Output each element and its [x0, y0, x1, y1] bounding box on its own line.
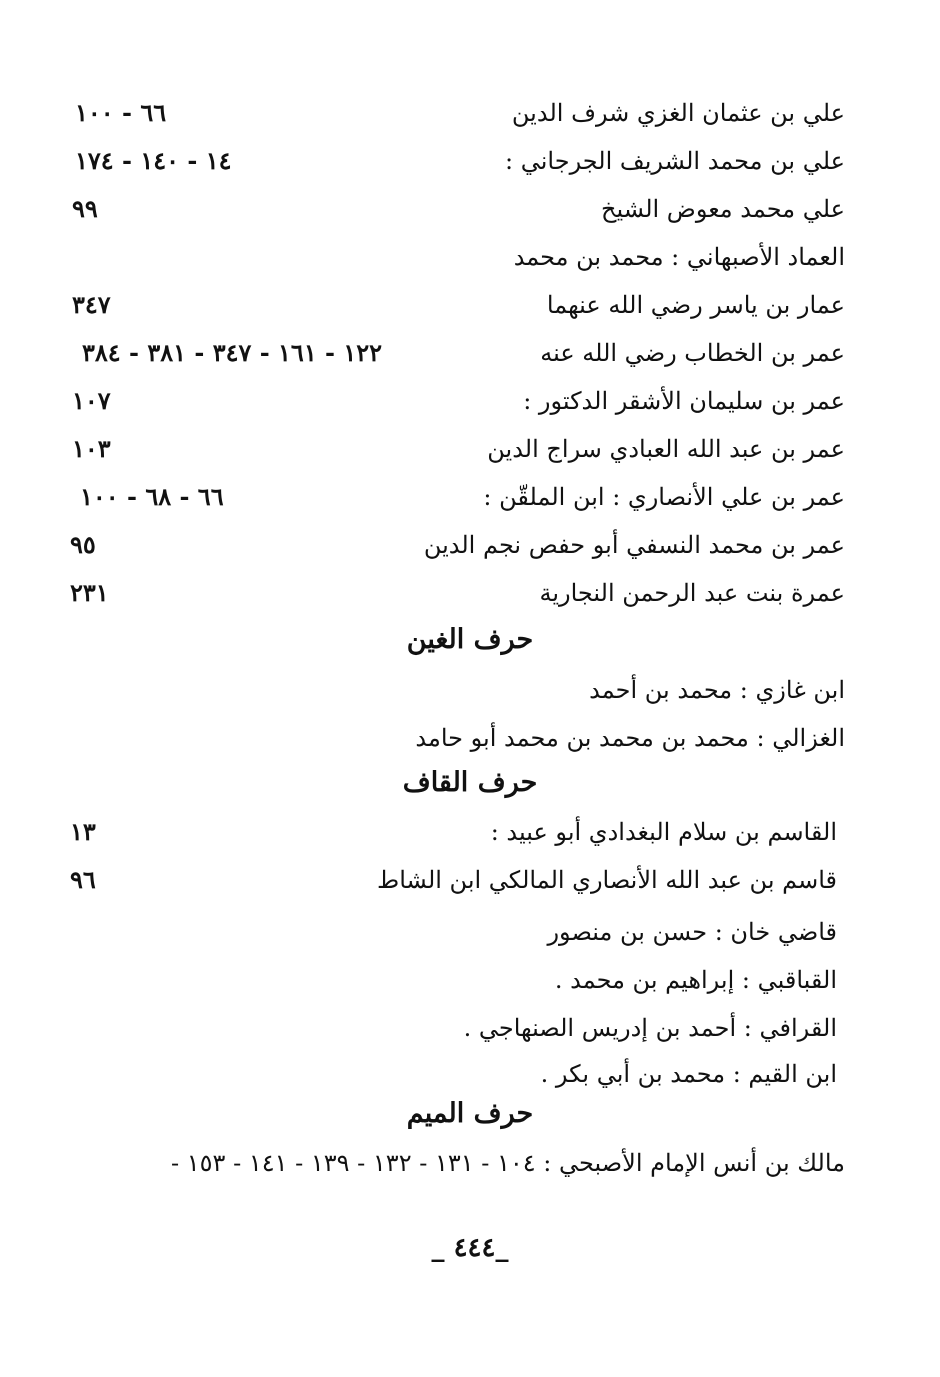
entry-name: الغزالي : محمد بن محمد بن محمد أبو حامد [415, 724, 845, 752]
entry-pages: ١٤ - ١٤٠ - ١٧٤ [75, 146, 232, 175]
entry-name: قاسم بن عبد الله الأنصاري المالكي ابن الشاط [377, 866, 837, 894]
index-entry [60, 812, 845, 852]
index-entry [60, 860, 845, 900]
entry-name: ابن القيم : محمد بن أبي بكر . [540, 1060, 837, 1088]
entry-name: علي محمد معوض الشيخ [601, 195, 845, 223]
entry-name: عمر بن الخطاب رضي الله عنه [540, 339, 845, 367]
entry-pages: ١٠٣ [72, 434, 111, 463]
index-entry [60, 333, 845, 373]
index-entry [60, 525, 845, 565]
entry-pages: ٩٩ [72, 194, 98, 223]
index-entry [60, 189, 845, 229]
entry-name: القاسم بن سلام البغدادي أبو عبيد : [490, 818, 837, 846]
entry-name: علي بن محمد الشريف الجرجاني : [505, 147, 845, 175]
entry-pages: ٩٥ [70, 530, 96, 559]
index-entry-malik: مالك بن أنس الإمام الأصبحي : ١٠٤ - ١٣١ - ١٣٢ - ١٣٩ - ١٤١ - ١٥٣ - [171, 1149, 845, 1177]
index-entry [60, 573, 845, 613]
entry-pages: ١٢٢ - ١٦١ - ٣٤٧ - ٣٨١ - ٣٨٤ [82, 338, 383, 367]
index-entry [60, 1008, 845, 1048]
index-entry [60, 429, 845, 469]
entry-pages: ٢٣١ [70, 578, 109, 607]
entry-name: عمر بن سليمان الأشقر الدكتور : [523, 387, 845, 415]
index-entry [60, 960, 845, 1000]
index-entry [60, 912, 845, 952]
entry-pages: ١٣ [70, 817, 96, 846]
entry-name: عمر بن عبد الله العبادي سراج الدين [487, 435, 845, 463]
index-entry [60, 477, 845, 517]
entry-name: القرافي : أحمد بن إدريس الصنهاجي . [463, 1014, 837, 1042]
index-entry [60, 141, 845, 181]
entry-pages: ١٠٧ [72, 386, 111, 415]
entry-pages: ٩٦ [70, 865, 96, 894]
section-heading-ghain: حرف الغين [406, 624, 534, 655]
entry-name: العماد الأصبهاني : محمد بن محمد [513, 243, 845, 271]
entry-name: ابن غازي : محمد بن أحمد [589, 676, 845, 704]
entry-name: القباقبي : إبراهيم بن محمد . [554, 966, 837, 994]
index-entry [60, 285, 845, 325]
entry-name: قاضي خان : حسن بن منصور [547, 918, 837, 946]
index-entry [60, 381, 845, 421]
entry-name: عمرة بنت عبد الرحمن النجارية [539, 579, 845, 607]
index-entry [60, 1054, 845, 1094]
entry-name: عمار بن ياسر رضي الله عنهما [546, 291, 845, 319]
entry-name: عمر بن علي الأنصاري : ابن الملقّن : [483, 483, 845, 511]
section-heading-qaf: حرف القاف [402, 767, 538, 798]
index-entry [60, 670, 845, 710]
entry-pages: ٦٦ - ٦٨ - ١٠٠ [80, 482, 224, 511]
index-entry [60, 93, 845, 133]
index-entry [60, 718, 845, 758]
entry-name: علي بن عثمان الغزي شرف الدين [511, 99, 845, 127]
entry-pages: ٦٦ - ١٠٠ [75, 98, 167, 127]
entry-name: عمر بن محمد النسفي أبو حفص نجم الدين [423, 531, 845, 559]
index-entry [60, 237, 845, 277]
entry-pages: ٣٤٧ [72, 290, 111, 319]
page-number: _ ٤٤٤_ [431, 1233, 509, 1263]
section-heading-mim: حرف الميم [406, 1098, 534, 1129]
